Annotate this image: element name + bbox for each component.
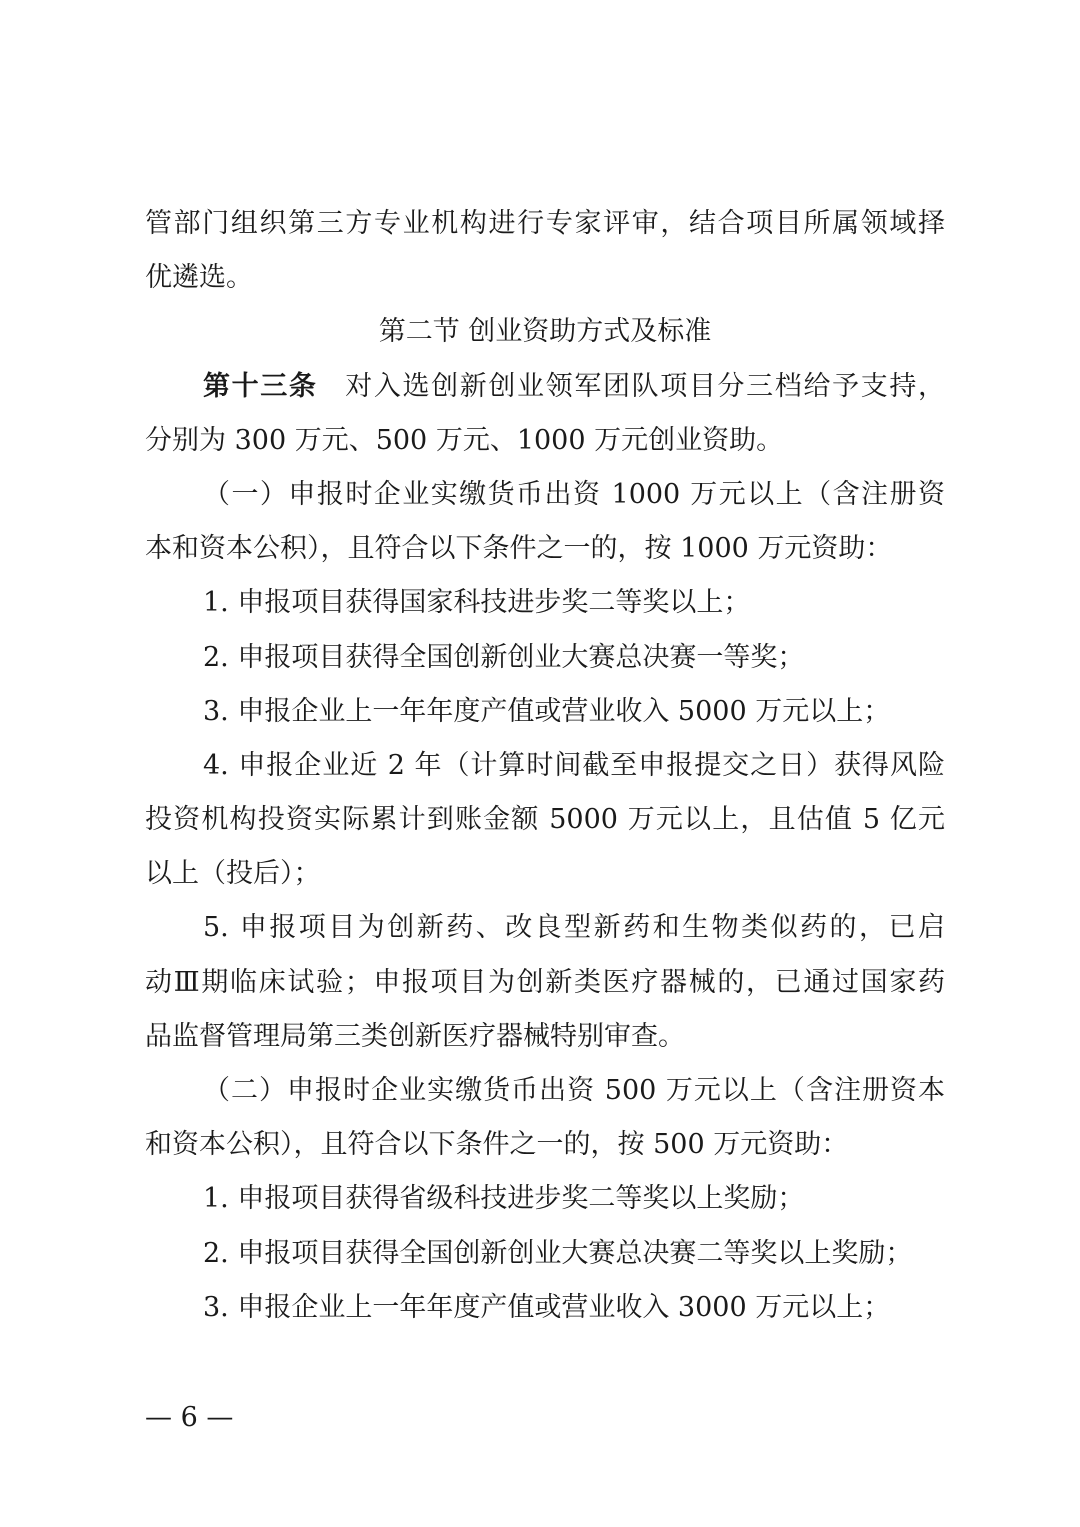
list-item: 4. 申报企业近 2 年（计算时间截至申报提交之日）获得风险: [203, 749, 945, 781]
list-item: 2. 申报项目获得全国创新创业大赛总决赛一等奖；: [203, 641, 805, 673]
paragraph-line: 管部门组织第三方专业机构进行专家评审，结合项目所属领域择: [145, 208, 945, 239]
paragraph-line: 分别为 300 万元、500 万元、1000 万元创业资助。: [145, 424, 784, 456]
article-line: [145, 360, 945, 414]
body-text: [145, 197, 945, 1335]
paragraph-line: 优遴选。: [145, 262, 253, 294]
paragraph-line: 动Ⅲ期临床试验；申报项目为创新类医疗器械的，已通过国家药: [145, 966, 945, 998]
list-item: 1. 申报项目获得省级科技进步奖二等奖以上奖励；: [203, 1183, 805, 1215]
paragraph-line: 品监督管理局第三类创新医疗器械特别审查。: [145, 1020, 685, 1052]
list-item: 5. 申报项目为创新药、改良型新药和生物类似药的，已启: [203, 912, 945, 944]
page-number: — 6 —: [145, 1402, 234, 1433]
paragraph-line: 和资本公积），且符合以下条件之一的，按 500 万元资助：: [145, 1129, 849, 1161]
paragraph-line: 以上（投后）；: [145, 858, 321, 890]
paragraph-line: （一）申报时企业实缴货币出资 1000 万元以上（含注册资: [203, 478, 945, 510]
article-text: 对入选创新创业领军团队项目分三档给予支持，: [343, 370, 945, 402]
list-item: 3. 申报企业上一年年度产值或营业收入 5000 万元以上；: [203, 695, 891, 727]
section-heading: 第二节 创业资助方式及标准: [378, 316, 712, 348]
article-label: 第十三条: [203, 370, 318, 402]
paragraph-line: （二）申报时企业实缴货币出资 500 万元以上（含注册资本: [203, 1075, 945, 1106]
paragraph-line: 本和资本公积），且符合以下条件之一的，按 1000 万元资助：: [145, 533, 893, 565]
list-item: 1. 申报项目获得国家科技进步奖二等奖以上；: [203, 587, 751, 619]
paragraph-line: 投资机构投资实际累计到账金额 5000 万元以上，且估值 5 亿元: [145, 804, 945, 836]
list-item: 2. 申报项目获得全国创新创业大赛总决赛二等奖以上奖励；: [203, 1237, 913, 1269]
list-item: 3. 申报企业上一年年度产值或营业收入 3000 万元以上；: [203, 1291, 891, 1323]
